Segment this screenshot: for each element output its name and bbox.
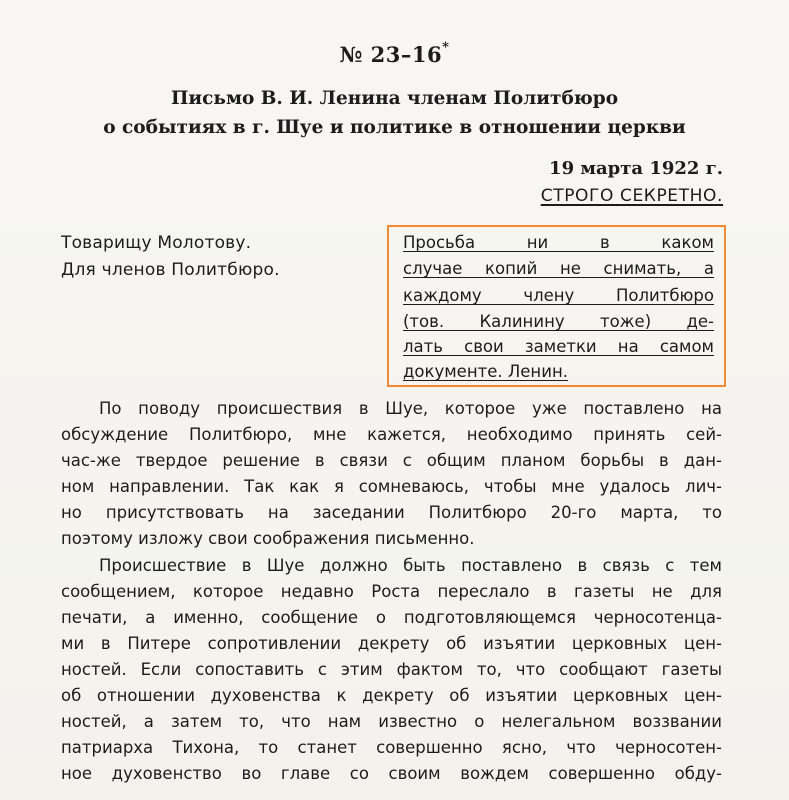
paragraph-2-line-2: сообщением, которое недавно Роста переслало в газеты не для — [61, 582, 722, 601]
paragraph-1-line-5: но присутствовать на заседании Политбюро 20-го марта, то — [61, 503, 722, 522]
paragraph-2-line-8: патриарха Тихона, то станет совершенно ясно, что черносотен- — [61, 738, 722, 757]
paragraph-2-line-7: ностей, а затем то, что нам известно о нелегальном воззвании — [61, 712, 722, 731]
paragraph-2-line-1: Происшествие в Шуе должно быть поставлено в связь с тем — [99, 556, 722, 575]
paragraph-1-line-3: час-же твердое решение в связи с общим планом борьбы в дан- — [61, 451, 722, 470]
classification-stamp: СТРОГО СЕКРЕТНО. — [540, 186, 723, 206]
paragraph-1-line-2: обсуждение Политбюро, мне кажется, необходимо принять сей- — [61, 425, 722, 444]
paragraph-2-line-6: об отношении духовенства к декрету об изъятии церковных цен- — [61, 686, 722, 705]
document-number-text: № 23–16 — [339, 42, 443, 67]
note-line-4: (тов. Калинину тоже) де- — [403, 312, 714, 331]
paragraph-2-line-5: ностей. Если сопоставить с этим фактом то, что сообщают газеты — [61, 660, 722, 679]
paragraph-2-line-4: ми в Питере сопротивлении декрету об изъятии церковных цен- — [61, 634, 722, 653]
addressee-line-1: Товарищу Молотову. — [61, 233, 252, 253]
paragraph-1-line-1: По поводу происшествия в Шуе, которое уже поставлено на — [99, 399, 722, 418]
document-title-line-2: о событиях в г. Шуе и политике в отношении церкви — [103, 117, 686, 138]
paragraph-1-line-6: поэтому изложу свои соображения письменно. — [61, 529, 475, 548]
paragraph-2-line-3: печати, а именно, сообщение о подготовляющемся черносотенца- — [61, 608, 722, 627]
document-date: 19 марта 1922 г. — [549, 158, 723, 179]
document-title-line-1: Письмо В. И. Ленина членам Политбюро — [170, 88, 619, 109]
note-line-6: документе. Ленин. — [403, 362, 568, 381]
document-number — [0, 42, 789, 67]
note-line-3: каждому члену Политбюро — [403, 286, 714, 305]
footnote-mark: * — [442, 40, 450, 55]
note-line-2: случае копий не снимать, а — [403, 259, 714, 278]
note-line-1: Просьба ни в каком — [403, 233, 714, 252]
paragraph-2-line-9: ное духовенство во главе со своим вождем совершенно обду- — [61, 764, 722, 783]
paragraph-1-line-4: ном направлении. Так как я сомневаюсь, чтобы мне удалось лич- — [61, 477, 722, 496]
addressee-line-2: Для членов Политбюро. — [61, 260, 280, 280]
note-line-5: лать свои заметки на самом — [403, 337, 714, 356]
